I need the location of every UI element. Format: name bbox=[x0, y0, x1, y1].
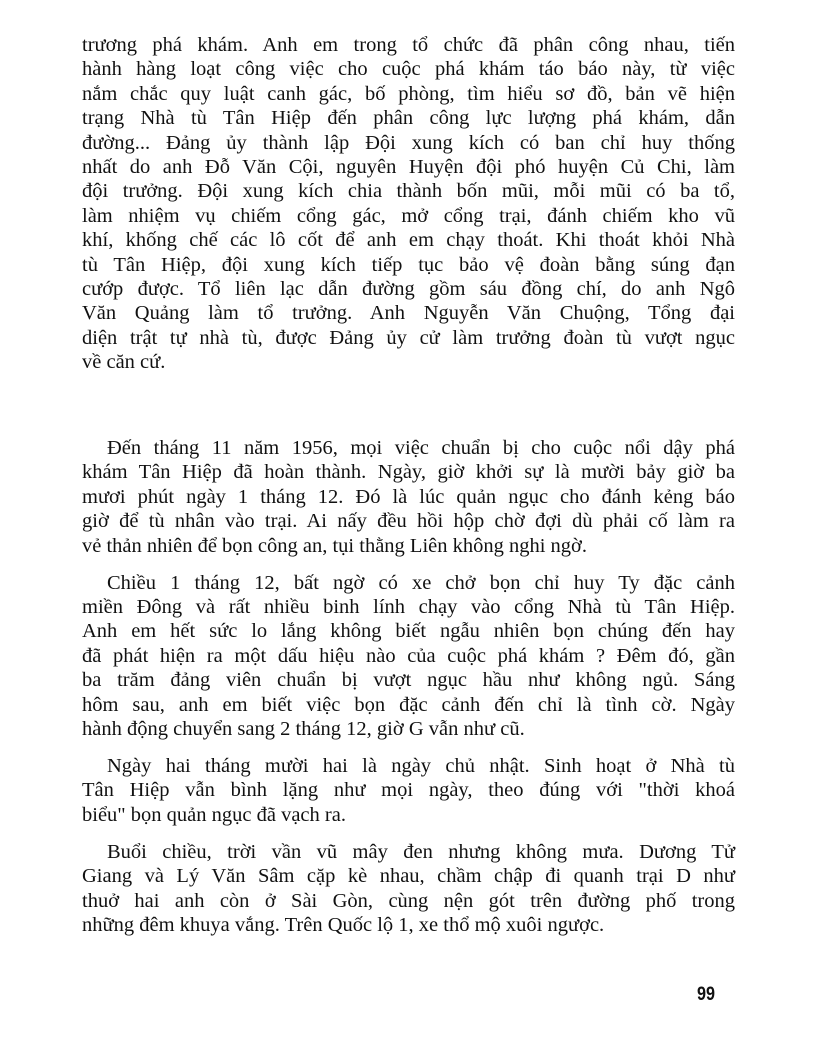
text-line: nắm chắc quy luật canh gác, bố phòng, tìm hiểu sơ đồ, bản vẽ hiện bbox=[82, 83, 735, 105]
text-line: Tân Hiệp vẫn bình lặng như mọi ngày, theo đúng với "thời khoá bbox=[82, 779, 735, 801]
text-line: hành động chuyển sang 2 tháng 12, giờ G vẫn như cũ. bbox=[82, 718, 525, 740]
text-line: Văn Quảng làm tổ trưởng. Anh Nguyễn Văn Chuộng, Tổng đại bbox=[82, 302, 735, 324]
text-line: Buổi chiều, trời vần vũ mây đen nhưng không mưa. Dương Tử bbox=[107, 841, 735, 863]
page-number: 99 bbox=[697, 984, 715, 1005]
text-line: khí, khống chế các lô cốt để anh em chạy thoát. Khi thoát khỏi Nhà bbox=[82, 229, 735, 251]
text-line: hôm sau, anh em biết việc bọn đặc cảnh đến chỉ là tình cờ. Ngày bbox=[82, 694, 735, 716]
text-line: đã phát hiện ra một dấu hiệu nào của cuộc phá khám ? Đêm đó, gần bbox=[82, 645, 735, 667]
text-line: làm nhiệm vụ chiếm cổng gác, mở cổng trại, đánh chiếm kho vũ bbox=[82, 205, 735, 227]
text-line: Đến tháng 11 năm 1956, mọi việc chuẩn bị cho cuộc nổi dậy phá bbox=[107, 437, 735, 459]
text-line: trương phá khám. Anh em trong tổ chức đã phân công nhau, tiến bbox=[82, 34, 735, 56]
text-line: diện trật tự nhà tù, được Đảng ủy cử làm trưởng đoàn tù vượt ngục bbox=[82, 327, 735, 349]
text-line: trạng Nhà tù Tân Hiệp đến phân công lực lượng phá khám, dẫn bbox=[82, 107, 735, 129]
text-line: đội trưởng. Đội xung kích chia thành bốn mũi, mỗi mũi có ba tổ, bbox=[82, 180, 735, 202]
text-line: hành hàng loạt công việc cho cuộc phá khám táo báo này, từ việc bbox=[82, 58, 735, 80]
text-line: ba trăm đảng viên chuẩn bị vượt ngục hầu như không ngủ. Sáng bbox=[82, 669, 735, 691]
text-line: vẻ thản nhiên để bọn công an, tụi thằng Liên không nghi ngờ. bbox=[82, 535, 588, 557]
text-line: mươi phút ngày 1 tháng 12. Đó là lúc quản ngục cho đánh kẻng báo bbox=[82, 486, 735, 508]
text-line: cướp được. Tổ liên lạc dẫn đường gồm sáu đồng chí, do anh Ngô bbox=[82, 278, 735, 300]
text-line: Anh em hết sức lo lắng không biết ngẫu nhiên bọn chúng đến hay bbox=[82, 620, 735, 642]
text-line: những đêm khuya vắng. Trên Quốc lộ 1, xe thổ mộ xuôi ngược. bbox=[82, 914, 605, 936]
text-line: giờ để tù nhân vào trại. Ai nấy đều hồi hộp chờ đợi dù phải cố làm ra bbox=[82, 510, 735, 532]
text-line: tù Tân Hiệp, đội xung kích tiếp tục bảo vệ đoàn bằng súng đạn bbox=[82, 254, 735, 276]
text-line: biểu" bọn quản ngục đã vạch ra. bbox=[82, 804, 346, 826]
text-line: thuở hai anh còn ở Sài Gòn, cùng nện gót trên đường phố trong bbox=[82, 890, 735, 912]
text-line: Giang và Lý Văn Sâm cặp kè nhau, chầm chập đi quanh trại D như bbox=[82, 865, 735, 887]
text-line: miền Đông và rất nhiều binh lính chạy vào cổng Nhà tù Tân Hiệp. bbox=[82, 596, 735, 618]
text-line: về căn cứ. bbox=[82, 351, 166, 373]
text-line: nhất do anh Đỗ Văn Cội, nguyên Huyện đội phó huyện Củ Chi, làm bbox=[82, 156, 735, 178]
text-line: Chiều 1 tháng 12, bất ngờ có xe chở bọn chỉ huy Ty đặc cảnh bbox=[107, 572, 735, 594]
text-line: đường... Đảng ủy thành lập Đội xung kích có ban chỉ huy thống bbox=[82, 132, 735, 154]
text-line: Ngày hai tháng mười hai là ngày chủ nhật. Sinh hoạt ở Nhà tù bbox=[107, 755, 735, 777]
text-line: khám Tân Hiệp đã hoàn thành. Ngày, giờ khởi sự là mười bảy giờ ba bbox=[82, 461, 735, 483]
